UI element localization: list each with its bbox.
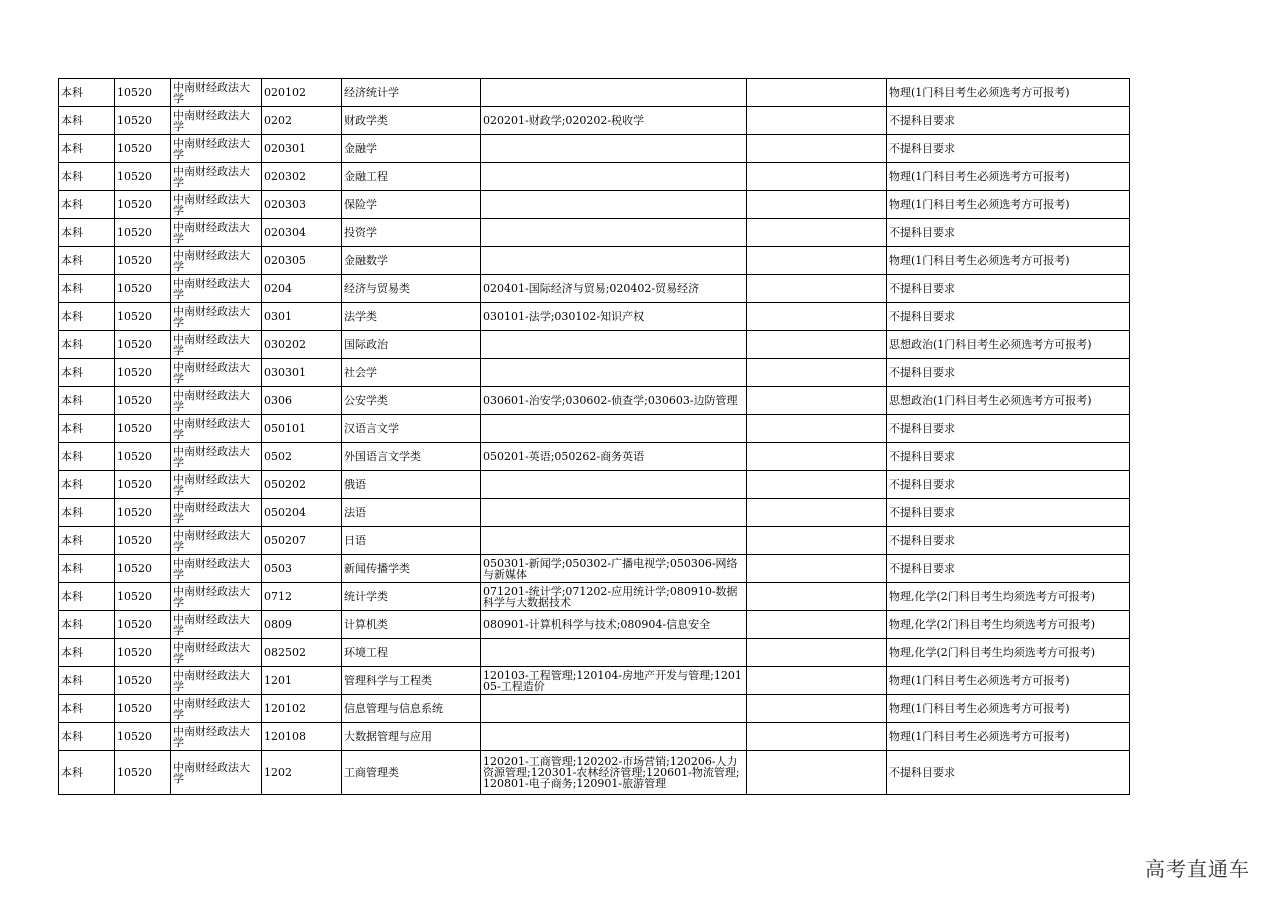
cell-school-code: 10520 [115, 107, 171, 135]
cell-level: 本科 [59, 135, 115, 163]
cell-notes [747, 611, 887, 639]
cell-major-name: 外国语言文学类 [342, 443, 481, 471]
table-row [59, 163, 1130, 191]
cell-subject-requirement: 不提科目要求 [887, 443, 1130, 471]
cell-level: 本科 [59, 695, 115, 723]
cell-included-majors [481, 723, 747, 751]
cell-subject-requirement: 不提科目要求 [887, 471, 1130, 499]
cell-notes [747, 583, 887, 611]
cell-major-name: 大数据管理与应用 [342, 723, 481, 751]
cell-notes [747, 163, 887, 191]
cell-subject-requirement: 不提科目要求 [887, 555, 1130, 583]
cell-level: 本科 [59, 303, 115, 331]
cell-major-name: 工商管理类 [342, 751, 481, 795]
cell-major-name: 财政学类 [342, 107, 481, 135]
cell-level: 本科 [59, 219, 115, 247]
table-row [59, 275, 1130, 303]
cell-school-name: 中南财经政法大学 [171, 135, 262, 163]
cell-school-name: 中南财经政法大学 [171, 79, 262, 107]
cell-major-code: 020302 [262, 163, 342, 191]
cell-included-majors [481, 163, 747, 191]
cell-subject-requirement: 不提科目要求 [887, 415, 1130, 443]
table-row [59, 723, 1130, 751]
table-row [59, 611, 1130, 639]
cell-school-name: 中南财经政法大学 [171, 303, 262, 331]
cell-major-code: 0712 [262, 583, 342, 611]
cell-school-code: 10520 [115, 527, 171, 555]
cell-included-majors: 020201-财政学;020202-税收学 [481, 107, 747, 135]
cell-school-code: 10520 [115, 471, 171, 499]
cell-included-majors [481, 247, 747, 275]
cell-included-majors: 071201-统计学;071202-应用统计学;080910-数据科学与大数据技术 [481, 583, 747, 611]
cell-level: 本科 [59, 723, 115, 751]
cell-school-code: 10520 [115, 387, 171, 415]
cell-school-name: 中南财经政法大学 [171, 415, 262, 443]
cell-level: 本科 [59, 471, 115, 499]
cell-level: 本科 [59, 751, 115, 795]
cell-school-name: 中南财经政法大学 [171, 723, 262, 751]
cell-notes [747, 219, 887, 247]
table-body [59, 79, 1130, 795]
cell-included-majors [481, 499, 747, 527]
table-row [59, 387, 1130, 415]
cell-notes [747, 135, 887, 163]
cell-school-code: 10520 [115, 219, 171, 247]
cell-level: 本科 [59, 107, 115, 135]
table-row [59, 359, 1130, 387]
cell-included-majors: 030601-治安学;030602-侦查学;030603-边防管理 [481, 387, 747, 415]
cell-major-code: 0306 [262, 387, 342, 415]
cell-major-code: 0204 [262, 275, 342, 303]
cell-major-code: 020102 [262, 79, 342, 107]
cell-major-name: 俄语 [342, 471, 481, 499]
cell-notes [747, 331, 887, 359]
cell-school-code: 10520 [115, 191, 171, 219]
table-row [59, 639, 1130, 667]
cell-school-name: 中南财经政法大学 [171, 275, 262, 303]
cell-included-majors: 030101-法学;030102-知识产权 [481, 303, 747, 331]
cell-major-name: 国际政治 [342, 331, 481, 359]
cell-school-name: 中南财经政法大学 [171, 359, 262, 387]
cell-included-majors [481, 527, 747, 555]
table-row [59, 191, 1130, 219]
cell-notes [747, 443, 887, 471]
cell-level: 本科 [59, 359, 115, 387]
cell-school-code: 10520 [115, 751, 171, 795]
cell-notes [747, 751, 887, 795]
cell-school-code: 10520 [115, 695, 171, 723]
cell-school-code: 10520 [115, 583, 171, 611]
cell-major-code: 120108 [262, 723, 342, 751]
cell-level: 本科 [59, 527, 115, 555]
cell-school-name: 中南财经政法大学 [171, 331, 262, 359]
cell-major-name: 保险学 [342, 191, 481, 219]
cell-subject-requirement: 不提科目要求 [887, 219, 1130, 247]
cell-level: 本科 [59, 583, 115, 611]
watermark-text: 高考直通车 [1145, 857, 1250, 881]
cell-level: 本科 [59, 191, 115, 219]
table-row [59, 247, 1130, 275]
cell-major-code: 050202 [262, 471, 342, 499]
cell-school-code: 10520 [115, 359, 171, 387]
cell-level: 本科 [59, 387, 115, 415]
cell-major-name: 经济与贸易类 [342, 275, 481, 303]
cell-included-majors [481, 219, 747, 247]
cell-notes [747, 107, 887, 135]
cell-major-code: 020304 [262, 219, 342, 247]
cell-major-code: 020305 [262, 247, 342, 275]
table-row [59, 667, 1130, 695]
cell-included-majors: 050201-英语;050262-商务英语 [481, 443, 747, 471]
table-row [59, 79, 1130, 107]
cell-school-name: 中南财经政法大学 [171, 191, 262, 219]
cell-school-name: 中南财经政法大学 [171, 527, 262, 555]
table-row [59, 219, 1130, 247]
cell-major-name: 新闻传播学类 [342, 555, 481, 583]
cell-school-code: 10520 [115, 443, 171, 471]
cell-included-majors: 020401-国际经济与贸易;020402-贸易经济 [481, 275, 747, 303]
cell-school-name: 中南财经政法大学 [171, 219, 262, 247]
cell-subject-requirement: 物理(1门科目考生必须选考方可报考) [887, 79, 1130, 107]
table-row [59, 415, 1130, 443]
cell-major-name: 投资学 [342, 219, 481, 247]
cell-major-name: 法语 [342, 499, 481, 527]
cell-level: 本科 [59, 555, 115, 583]
table-row [59, 471, 1130, 499]
cell-school-code: 10520 [115, 247, 171, 275]
cell-notes [747, 471, 887, 499]
cell-school-code: 10520 [115, 415, 171, 443]
cell-major-name: 日语 [342, 527, 481, 555]
cell-subject-requirement: 不提科目要求 [887, 275, 1130, 303]
table-row [59, 555, 1130, 583]
cell-school-name: 中南财经政法大学 [171, 555, 262, 583]
cell-subject-requirement: 物理(1门科目考生必须选考方可报考) [887, 723, 1130, 751]
cell-major-code: 020301 [262, 135, 342, 163]
cell-school-code: 10520 [115, 135, 171, 163]
cell-major-name: 金融学 [342, 135, 481, 163]
cell-included-majors [481, 79, 747, 107]
cell-level: 本科 [59, 415, 115, 443]
cell-major-code: 050101 [262, 415, 342, 443]
table-row [59, 135, 1130, 163]
cell-major-code: 082502 [262, 639, 342, 667]
cell-major-name: 汉语言文学 [342, 415, 481, 443]
cell-school-name: 中南财经政法大学 [171, 163, 262, 191]
cell-major-name: 公安学类 [342, 387, 481, 415]
cell-major-name: 环境工程 [342, 639, 481, 667]
cell-major-name: 信息管理与信息系统 [342, 695, 481, 723]
cell-subject-requirement: 不提科目要求 [887, 751, 1130, 795]
table-row [59, 331, 1130, 359]
cell-school-name: 中南财经政法大学 [171, 471, 262, 499]
cell-notes [747, 387, 887, 415]
admission-table [58, 78, 1130, 795]
cell-major-name: 金融数学 [342, 247, 481, 275]
cell-level: 本科 [59, 667, 115, 695]
cell-notes [747, 275, 887, 303]
table-row [59, 695, 1130, 723]
cell-school-name: 中南财经政法大学 [171, 751, 262, 795]
cell-school-code: 10520 [115, 723, 171, 751]
cell-notes [747, 303, 887, 331]
cell-major-code: 020303 [262, 191, 342, 219]
cell-school-code: 10520 [115, 79, 171, 107]
cell-major-name: 统计学类 [342, 583, 481, 611]
table-row [59, 527, 1130, 555]
cell-included-majors [481, 135, 747, 163]
cell-notes [747, 499, 887, 527]
cell-included-majors: 050301-新闻学;050302-广播电视学;050306-网络与新媒体 [481, 555, 747, 583]
cell-subject-requirement: 物理(1门科目考生必须选考方可报考) [887, 163, 1130, 191]
cell-major-code: 1201 [262, 667, 342, 695]
cell-school-name: 中南财经政法大学 [171, 695, 262, 723]
cell-level: 本科 [59, 247, 115, 275]
table-row [59, 751, 1130, 795]
table-row [59, 583, 1130, 611]
cell-major-name: 金融工程 [342, 163, 481, 191]
cell-major-name: 计算机类 [342, 611, 481, 639]
cell-major-code: 0502 [262, 443, 342, 471]
cell-school-name: 中南财经政法大学 [171, 247, 262, 275]
table-row [59, 107, 1130, 135]
cell-notes [747, 527, 887, 555]
cell-level: 本科 [59, 611, 115, 639]
cell-included-majors [481, 359, 747, 387]
cell-notes [747, 723, 887, 751]
cell-school-name: 中南财经政法大学 [171, 583, 262, 611]
cell-school-code: 10520 [115, 303, 171, 331]
cell-major-code: 030301 [262, 359, 342, 387]
cell-level: 本科 [59, 79, 115, 107]
cell-school-name: 中南财经政法大学 [171, 387, 262, 415]
cell-level: 本科 [59, 163, 115, 191]
cell-major-code: 0809 [262, 611, 342, 639]
cell-subject-requirement: 思想政治(1门科目考生必须选考方可报考) [887, 387, 1130, 415]
cell-subject-requirement: 思想政治(1门科目考生必须选考方可报考) [887, 331, 1130, 359]
cell-notes [747, 359, 887, 387]
table-row [59, 499, 1130, 527]
cell-subject-requirement: 不提科目要求 [887, 135, 1130, 163]
cell-notes [747, 191, 887, 219]
cell-notes [747, 555, 887, 583]
cell-school-code: 10520 [115, 499, 171, 527]
cell-school-code: 10520 [115, 275, 171, 303]
cell-school-code: 10520 [115, 611, 171, 639]
cell-subject-requirement: 物理(1门科目考生必须选考方可报考) [887, 695, 1130, 723]
cell-school-code: 10520 [115, 163, 171, 191]
cell-school-name: 中南财经政法大学 [171, 499, 262, 527]
cell-major-code: 050207 [262, 527, 342, 555]
cell-subject-requirement: 物理(1门科目考生必须选考方可报考) [887, 667, 1130, 695]
cell-included-majors [481, 471, 747, 499]
cell-school-name: 中南财经政法大学 [171, 639, 262, 667]
cell-included-majors [481, 695, 747, 723]
cell-major-name: 经济统计学 [342, 79, 481, 107]
cell-major-code: 1202 [262, 751, 342, 795]
cell-major-code: 120102 [262, 695, 342, 723]
cell-school-name: 中南财经政法大学 [171, 667, 262, 695]
cell-notes [747, 639, 887, 667]
cell-subject-requirement: 物理(1门科目考生必须选考方可报考) [887, 247, 1130, 275]
cell-included-majors [481, 639, 747, 667]
cell-school-code: 10520 [115, 555, 171, 583]
cell-major-code: 030202 [262, 331, 342, 359]
cell-subject-requirement: 物理(1门科目考生必须选考方可报考) [887, 191, 1130, 219]
cell-subject-requirement: 不提科目要求 [887, 499, 1130, 527]
cell-notes [747, 415, 887, 443]
cell-level: 本科 [59, 275, 115, 303]
cell-level: 本科 [59, 499, 115, 527]
cell-major-name: 管理科学与工程类 [342, 667, 481, 695]
cell-subject-requirement: 不提科目要求 [887, 359, 1130, 387]
cell-school-code: 10520 [115, 331, 171, 359]
cell-level: 本科 [59, 331, 115, 359]
cell-major-code: 0202 [262, 107, 342, 135]
cell-level: 本科 [59, 639, 115, 667]
cell-school-code: 10520 [115, 667, 171, 695]
cell-included-majors [481, 331, 747, 359]
table-row [59, 443, 1130, 471]
cell-school-name: 中南财经政法大学 [171, 611, 262, 639]
cell-notes [747, 695, 887, 723]
table-row [59, 303, 1130, 331]
cell-subject-requirement: 不提科目要求 [887, 303, 1130, 331]
cell-subject-requirement: 物理,化学(2门科目考生均须选考方可报考) [887, 611, 1130, 639]
cell-level: 本科 [59, 443, 115, 471]
cell-school-name: 中南财经政法大学 [171, 443, 262, 471]
cell-school-name: 中南财经政法大学 [171, 107, 262, 135]
cell-subject-requirement: 物理,化学(2门科目考生均须选考方可报考) [887, 639, 1130, 667]
cell-notes [747, 667, 887, 695]
cell-included-majors [481, 191, 747, 219]
cell-major-name: 法学类 [342, 303, 481, 331]
cell-subject-requirement: 物理,化学(2门科目考生均须选考方可报考) [887, 583, 1130, 611]
cell-included-majors [481, 415, 747, 443]
cell-subject-requirement: 不提科目要求 [887, 107, 1130, 135]
cell-notes [747, 79, 887, 107]
cell-major-name: 社会学 [342, 359, 481, 387]
cell-included-majors: 080901-计算机科学与技术;080904-信息安全 [481, 611, 747, 639]
cell-major-code: 0301 [262, 303, 342, 331]
cell-major-code: 050204 [262, 499, 342, 527]
cell-school-code: 10520 [115, 639, 171, 667]
cell-major-code: 0503 [262, 555, 342, 583]
cell-subject-requirement: 不提科目要求 [887, 527, 1130, 555]
cell-notes [747, 247, 887, 275]
cell-included-majors: 120103-工程管理;120104-房地产开发与管理;120105-工程造价 [481, 667, 747, 695]
cell-included-majors: 120201-工商管理;120202-市场营销;120206-人力资源管理;120301-农林经济管理;120601-物流管理;120801-电子商务;120901-旅游管理 [481, 751, 747, 795]
